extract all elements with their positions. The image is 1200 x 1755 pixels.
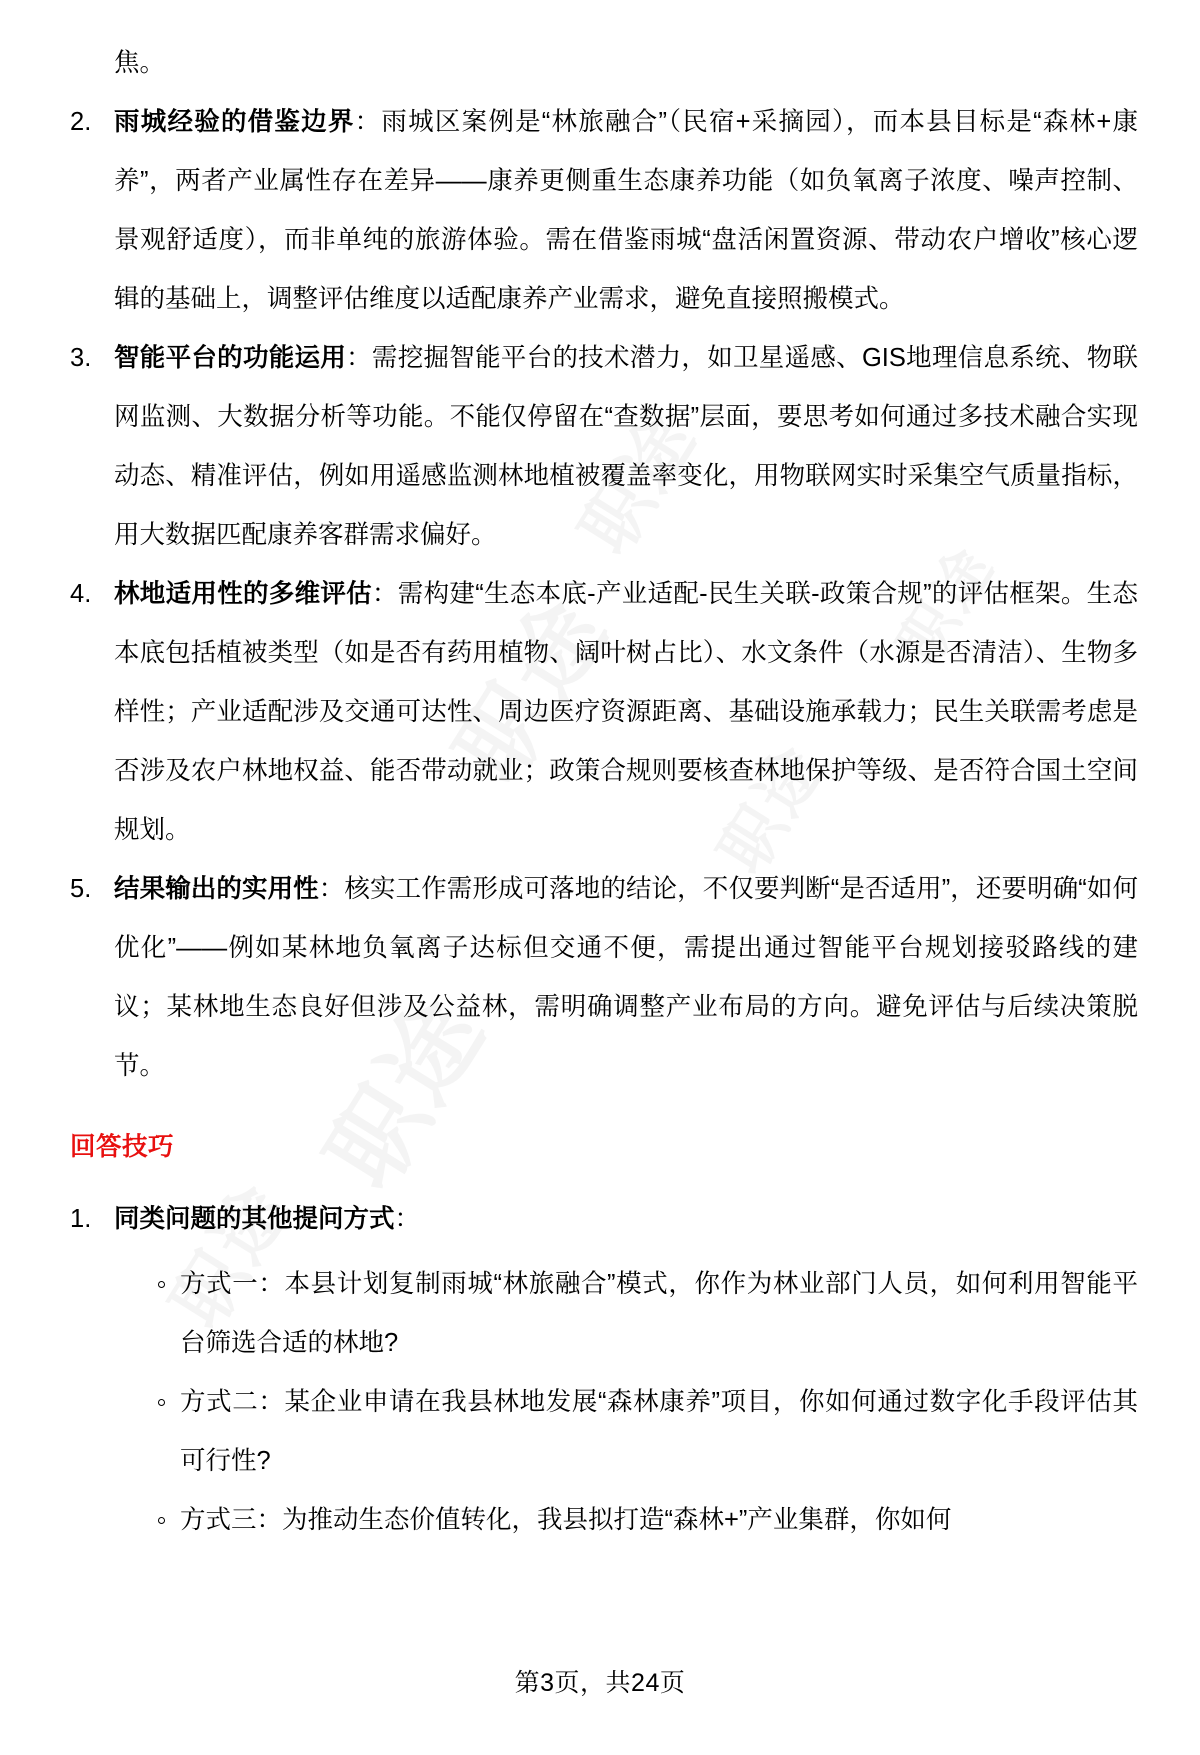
list-item-title: 林地适用性的多维评估 — [114, 580, 372, 608]
list-item: 方式二：某企业申请在我县林地发展“森林康养”项目，你如何通过数字化手段评估其可行性? — [114, 1373, 1138, 1491]
list-item — [62, 1190, 1138, 1550]
list-item — [62, 565, 1138, 860]
list-item — [62, 860, 1138, 1096]
tips-list — [62, 1190, 1138, 1550]
list-item: 方式一：本县计划复制雨城“林旅融合”模式，你作为林业部门人员，如何利用智能平台筛选合适的林地? — [114, 1255, 1138, 1373]
question-variants-list — [114, 1255, 1138, 1550]
list-item: 方式三：为推动生态价值转化，我县拟打造“森林+”产业集群，你如何 — [114, 1491, 1138, 1550]
list-item-body: 核实工作需形成可落地的结论，不仅要判断“是否适用”，还要明确“如何优化”——例如某林地负氧离子达标但交通不便，需提出通过智能平台规划接驳路线的建议；某林地生态良好但涉及公益林，需明确调整产业布局的方向。避免评估与后续决策脱节。 — [114, 875, 1138, 1080]
analysis-list — [62, 93, 1138, 1096]
section-heading: 回答技巧 — [70, 1133, 175, 1161]
continuation-paragraph: 焦。 — [114, 49, 166, 77]
list-item-separator: ： — [371, 580, 398, 608]
list-item-body: 雨城区案例是“林旅融合”（民宿+采摘园），而本县目标是“森林+康养”，两者产业属性存在差异——康养更侧重生态康养功能（如负氧离子浓度、噪声控制、景观舒适度），而非单纯的旅游体验。需在借鉴雨城“盘活闲置资源、带动农户增收”核心逻辑的基础上，调整评估维度以适配康养产业需求，避免直接照搬模式。 — [114, 108, 1138, 313]
list-item-separator: ： — [318, 875, 345, 903]
list-item-separator: ： — [354, 108, 382, 136]
list-item-body: 需构建“生态本底-产业适配-民生关联-政策合规”的评估框架。生态本底包括植被类型（如是否有药用植物、阔叶树占比）、水文条件（水源是否清洁）、生物多样性；产业适配涉及交通可达性、周边医疗资源距离、基础设施承载力；民生关联需考虑是否涉及农户林地权益、能否带动就业；政策合规则要核查林地保护等级、是否符合国土空间规划。 — [114, 580, 1138, 844]
list-item-title: 雨城经验的借鉴边界 — [114, 108, 355, 136]
page-footer: 第3页，共24页 — [514, 1669, 686, 1697]
list-item-separator: ： — [394, 1205, 421, 1233]
list-item-body: 需挖掘智能平台的技术潜力，如卫星遥感、GIS地理信息系统、物联网监测、大数据分析等功能。不能仅停留在“查数据”层面，要思考如何通过多技术融合实现动态、精准评估，例如用遥感监测林地植被覆盖率变化，用物联网实时采集空气质量指标，用大数据匹配康养客群需求偏好。 — [114, 344, 1138, 549]
list-item-title: 结果输出的实用性 — [114, 875, 319, 903]
list-item-title: 智能平台的功能运用 — [114, 344, 347, 372]
list-item-title: 同类问题的其他提问方式 — [114, 1205, 395, 1233]
list-item — [62, 329, 1138, 565]
list-item-separator: ： — [346, 344, 372, 372]
list-item — [62, 93, 1138, 329]
